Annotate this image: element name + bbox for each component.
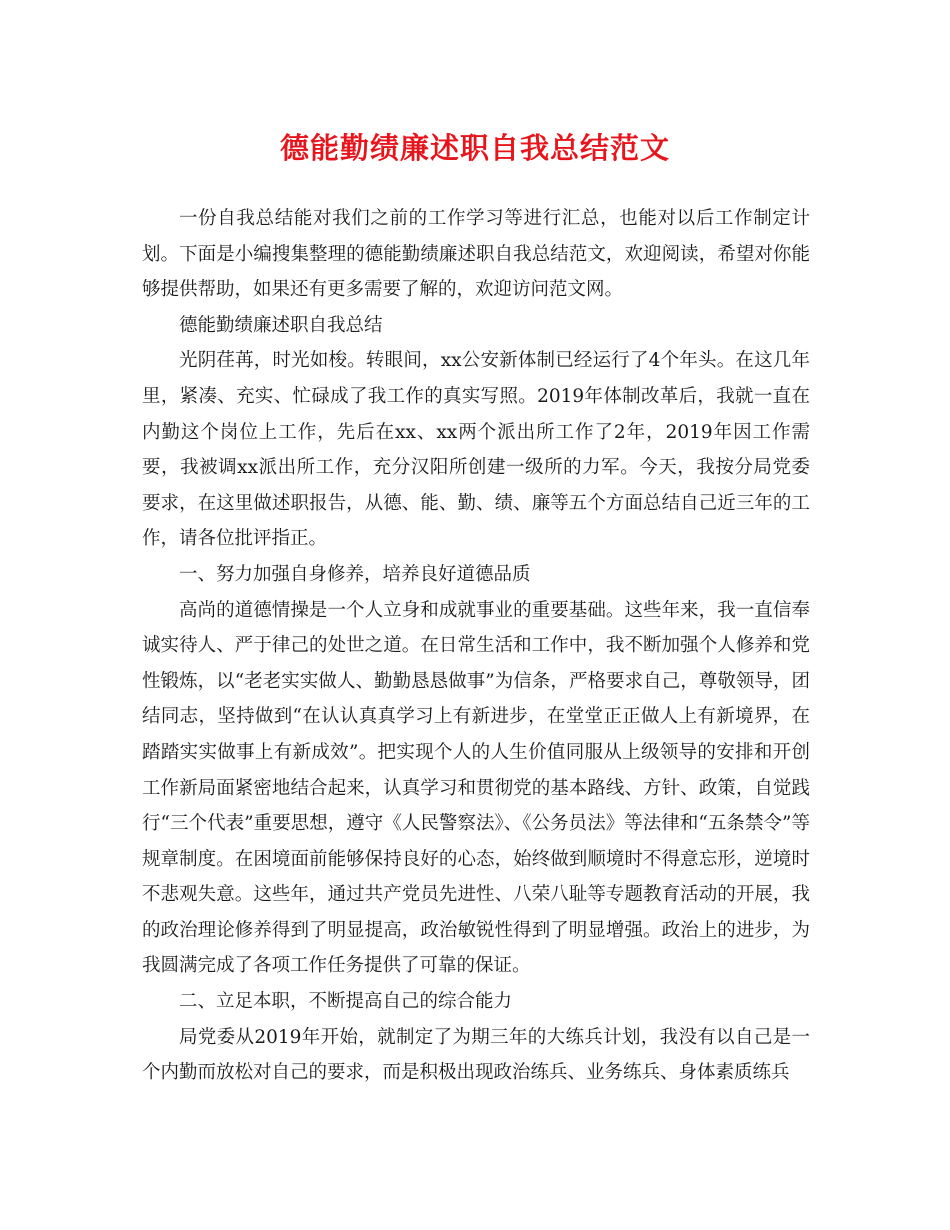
section-heading: 德能勤绩廉述职自我总结: [179, 314, 383, 336]
intro-paragraph: 一份自我总结能对我们之前的工作学习等进行汇总，也能对以后工作制定计划。下面是小编搜集整理的德能勤绩廉述职自我总结范文，欢迎阅读，希望对你能够提供帮助，如果还有更多需要了解的，欢迎访问范文网。: [142, 208, 810, 301]
section-heading: 一、努力加强自身修养，培养良好道德品质: [179, 563, 531, 585]
document-title: 德能勤绩廉述职自我总结范文: [279, 131, 670, 165]
body-paragraph: 光阴荏苒，时光如梭。转眼间，xx公安新体制已经运行了4个年头。在这几年里，紧凑、充实、忙碌成了我工作的真实写照。2019年体制改革后，我就一直在内勤这个岗位上工作，先后在xx、xx两个派出所工作了2年，2019年因工作需要，我被调xx派出所工作，充分汉阳所创建一级所的力军。今天，我按分局党委要求，在这里做述职报告，从德、能、勤、绩、廉等五个方面总结自己近三年的工作，请各位批评指正。: [142, 350, 810, 550]
body-paragraph: 高尚的道德情操是一个人立身和成就事业的重要基础。这些年来，我一直信奉诚实待人、严于律己的处世之道。在日常生活和工作中，我不断加强个人修养和党性锻炼，以“老老实实做人、勤勤恳恳做事”为信条，严格要求自己，尊敬领导，团结同志，坚持做到“在认认真真学习上有新进步，在堂堂正正做人上有新境界，在踏踏实实做事上有新成效”。把实现个人的人生价值同服从上级领导的安排和开创工作新局面紧密地结合起来，认真学习和贯彻党的基本路线、方针、政策，自觉践行“三个代表”重要思想，遵守《人民警察法》、《公务员法》等法律和“五条禁令”等规章制度。在困境面前能够保持良好的心态，始终做到顺境时不得意忘形，逆境时不悲观失意。这些年，通过共产党员先进性、八荣八耻等专题教育活动的开展，我的政治理论修养得到了明显提高，政治敏锐性得到了明显增强。政治上的进步，为我圆满完成了各项工作任务提供了可靠的保证。: [142, 599, 810, 977]
body-paragraph: 局党委从2019年开始，就制定了为期三年的大练兵计划，我没有以自己是一个内勤而放松对自己的要求，而是积极出现政治练兵、业务练兵、身体素质练兵: [142, 1026, 810, 1084]
document-body: [142, 201, 810, 1091]
section-heading: 二、立足本职，不断提高自己的综合能力: [179, 991, 513, 1013]
